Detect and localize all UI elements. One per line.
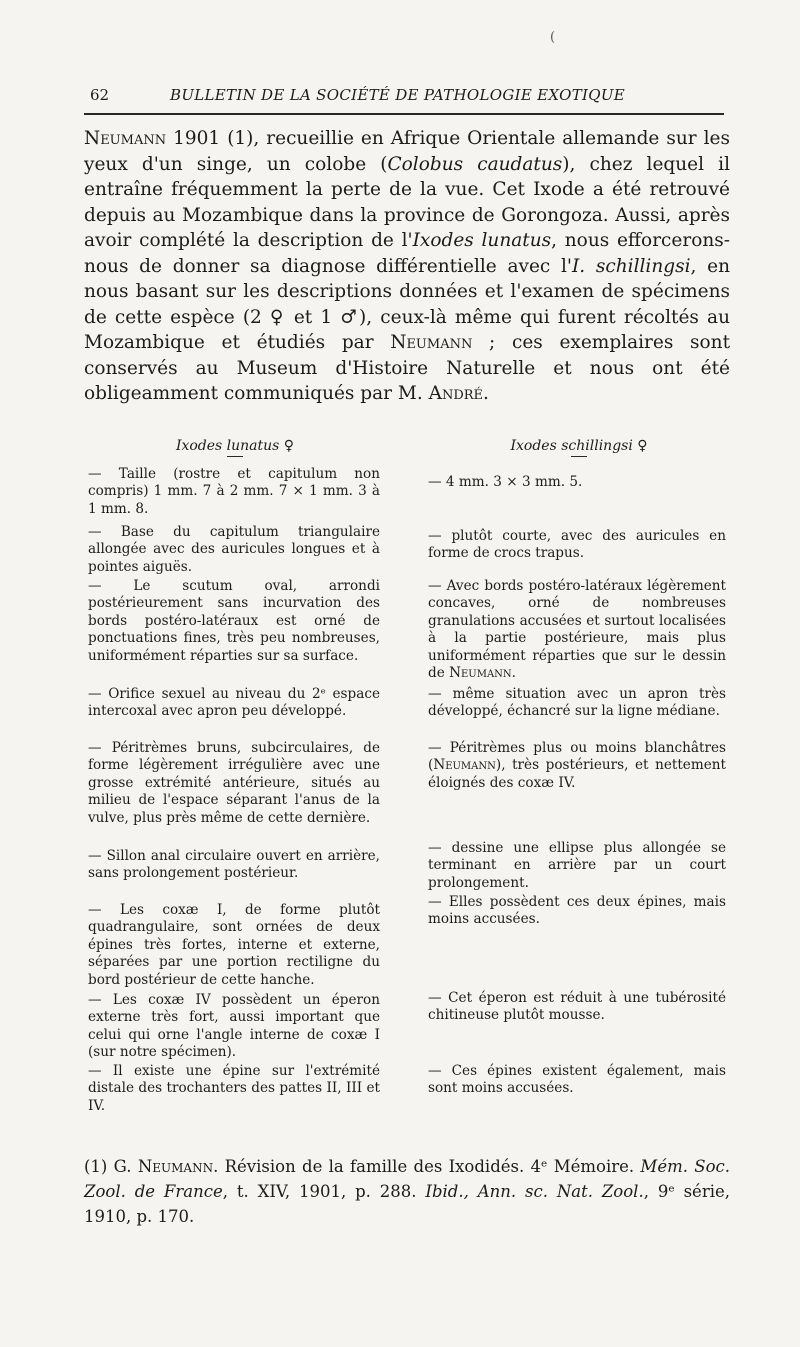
left-taille: — Taille (rostre et capitulum non compris) 1 mm. 7 à 2 mm. 7 × 1 mm. 3 à 1 mm. 8. <box>88 466 380 517</box>
intro-text: ; ces exemplaires sont conservés au Museum d'Histoire Naturelle et nous ont été obligeamment communiqués par M. <box>84 332 731 404</box>
intro-text: 1901 (1), recueillie en Afrique Orientale allemande sur les yeux d'un singe, un colobe ( <box>84 128 730 175</box>
footnote-text: (1) G. <box>84 1157 138 1176</box>
intro-paragraph <box>84 126 730 407</box>
title-dash <box>227 456 243 457</box>
right-scutum-text: — Avec bords postéro-latéraux légèrement concaves, orné de nombreuses granulations accusées et surtout localisées à la partie postérieure, mais plus uniformément réparties que sur le dessin de <box>428 578 726 682</box>
right-coxae-1: — Elles possèdent ces deux épines, mais moins accusées. <box>428 894 726 928</box>
header-rule <box>84 113 724 115</box>
left-peritremes: — Péritrèmes bruns, subcirculaires, de forme légèrement irrégulière avec une grosse extrémité antérieure, situés au milieu de l'espace séparant l'anus de la vulve, plus près même de cette dernière. <box>88 740 380 826</box>
species-name: I. schillingsi <box>572 255 691 277</box>
species-name: Ixodes lunatus <box>412 230 552 251</box>
right-column-title-text: Ixodes schillingsi ♀ <box>510 438 648 454</box>
species-name: Colobus caudatus <box>387 153 563 175</box>
journal-title: Ibid., Ann. sc. Nat. Zool. <box>425 1182 644 1201</box>
right-scutum-end: . <box>511 665 516 682</box>
footnote-text: . Révision de la famille des Ixodidés. 4ᵉ Mémoire. <box>213 1157 641 1176</box>
left-column-title <box>80 438 390 457</box>
footnote-text: , t. XIV, 1901, p. 288. <box>222 1182 426 1201</box>
intro-text: , nous efforcerons-nous de donner sa diagnose différentielle avec l' <box>84 230 730 277</box>
title-dash <box>571 456 587 457</box>
left-scutum: — Le scutum oval, arrondi postérieurement sans incurvation des bords postéro-latéraux est orné de ponctuations fines, très peu nombreuses, uniformément réparties sur sa surface. <box>88 578 380 664</box>
right-base: — plutôt courte, avec des auricules en forme de crocs trapus. <box>428 528 726 562</box>
intro-text: , en nous basant sur les descriptions données et l'examen de spécimens de cette espèce (2 ♀ et 1 ♂), ceux-là même qui furent récoltés au Mozambique et étudiés par <box>84 255 730 353</box>
author-name: Neumann <box>449 665 512 682</box>
footnote-text: , 9ᵉ série, 1910, p. 170. <box>84 1182 730 1226</box>
running-title: BULLETIN DE LA SOCIÉTÉ DE PATHOLOGIE EXOTIQUE <box>170 86 626 104</box>
page-number: 62 <box>90 86 110 104</box>
left-column-title-text: Ixodes lunatus ♀ <box>175 438 295 454</box>
page-header <box>90 86 720 110</box>
footnote <box>84 1154 730 1229</box>
left-coxae-1: — Les coxæ I, de forme plutôt quadrangulaire, sont ornées de deux épines très fortes, interne et externe, séparées par une portion rectiligne du bord postérieur de cette hanche. <box>88 902 380 988</box>
left-coxae-4: — Les coxæ IV possèdent un éperon externe très fort, aussi important que celui qui orne l'angle interne de coxæ I (sur notre spécimen). <box>88 992 380 1061</box>
left-base: — Base du capitulum triangulaire allongée avec des auricules longues et à pointes aiguës. <box>88 524 380 575</box>
page-mark: ( <box>550 30 556 45</box>
journal-title: Mém. Soc. Zool. de France <box>84 1157 730 1201</box>
right-peritremes <box>428 740 726 792</box>
right-coxae-4: — Cet éperon est réduit à une tubérosité chitineuse plutôt mousse. <box>428 990 726 1024</box>
left-epine: — Il existe une épine sur l'extrémité distale des trochanters des pattes II, III et IV. <box>88 1063 380 1114</box>
author-name: Neumann <box>433 757 496 774</box>
left-sillon: — Sillon anal circulaire ouvert en arrière, sans prolongement postérieur. <box>88 848 380 882</box>
right-orifice: — même situation avec un apron très développé, échancré sur la ligne médiane. <box>428 686 726 720</box>
left-orifice: — Orifice sexuel au niveau du 2ᵉ espace intercoxal avec apron peu développé. <box>88 686 380 720</box>
author-name: Neumann <box>390 332 473 353</box>
right-taille: — 4 mm. 3 × 3 mm. 5. <box>428 474 583 490</box>
right-epine: — Ces épines existent également, mais sont moins accusées. <box>428 1063 726 1097</box>
right-scutum <box>428 578 726 682</box>
right-peritremes-text: — Péritrèmes plus ou moins blanchâtres ( <box>428 740 726 774</box>
right-sillon: — dessine une ellipse plus allongée se terminant en arrière par un court prolongement. <box>428 840 726 891</box>
intro-text: . <box>483 383 489 404</box>
author-name: André <box>428 383 484 404</box>
intro-text: ), chez lequel il entraîne fréquemment la perte de la vue. Cet Ixode a été retrouvé depuis au Mozambique dans la province de Gorongoza. Aussi, après avoir complété la description de l' <box>84 153 730 251</box>
author-name: Neumann <box>137 1157 214 1176</box>
author-name: Neumann <box>84 128 167 149</box>
right-peritremes-end: ), très postérieurs, et nettement éloignés des coxæ IV. <box>428 757 726 791</box>
right-column-title <box>424 438 734 457</box>
